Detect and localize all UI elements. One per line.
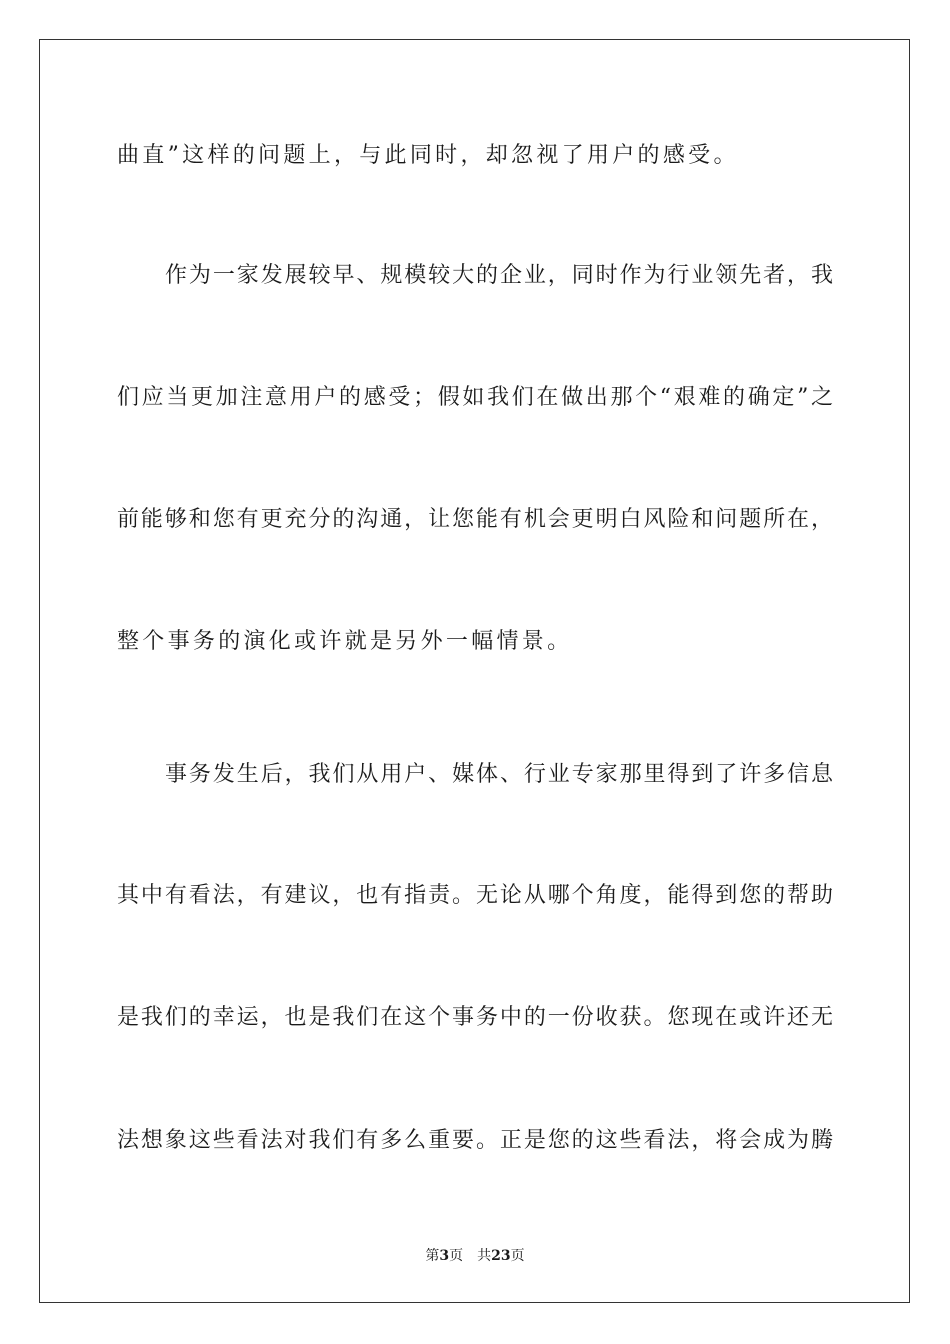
body-line-1: 曲直”这样的问题上，与此同时，却忽视了用户的感受。 <box>117 143 739 168</box>
body-line-8: 是我们的幸运，也是我们在这个事务中的一份收获。您现在或许还无 <box>117 1005 833 1030</box>
current-page-number: 3 <box>439 1248 450 1264</box>
total-suffix: 页 <box>510 1248 525 1264</box>
page-prefix: 第 <box>425 1248 440 1264</box>
body-line-2: 作为一家发展较早、规模较大的企业，同时作为行业领先者，我 <box>165 263 833 288</box>
body-line-5: 整个事务的演化或许就是另外一幅情景。 <box>117 629 573 654</box>
body-line-4: 前能够和您有更充分的沟通，让您能有机会更明白风险和问题所在， <box>117 507 833 532</box>
total-prefix: 共 <box>477 1248 492 1264</box>
page-border <box>39 39 910 1303</box>
page-suffix: 页 <box>449 1248 464 1264</box>
body-line-3: 们应当更加注意用户的感受；假如我们在做出那个“艰难的确定”之 <box>117 385 833 410</box>
body-line-9: 法想象这些看法对我们有多么重要。正是您的这些看法，将会成为腾 <box>117 1128 833 1153</box>
page-footer <box>0 1246 950 1266</box>
total-pages-number: 23 <box>491 1248 511 1264</box>
body-line-7: 其中有看法，有建议，也有指责。无论从哪个角度，能得到您的帮助 <box>117 883 833 908</box>
body-line-6: 事务发生后，我们从用户、媒体、行业专家那里得到了许多信息 <box>165 762 833 787</box>
